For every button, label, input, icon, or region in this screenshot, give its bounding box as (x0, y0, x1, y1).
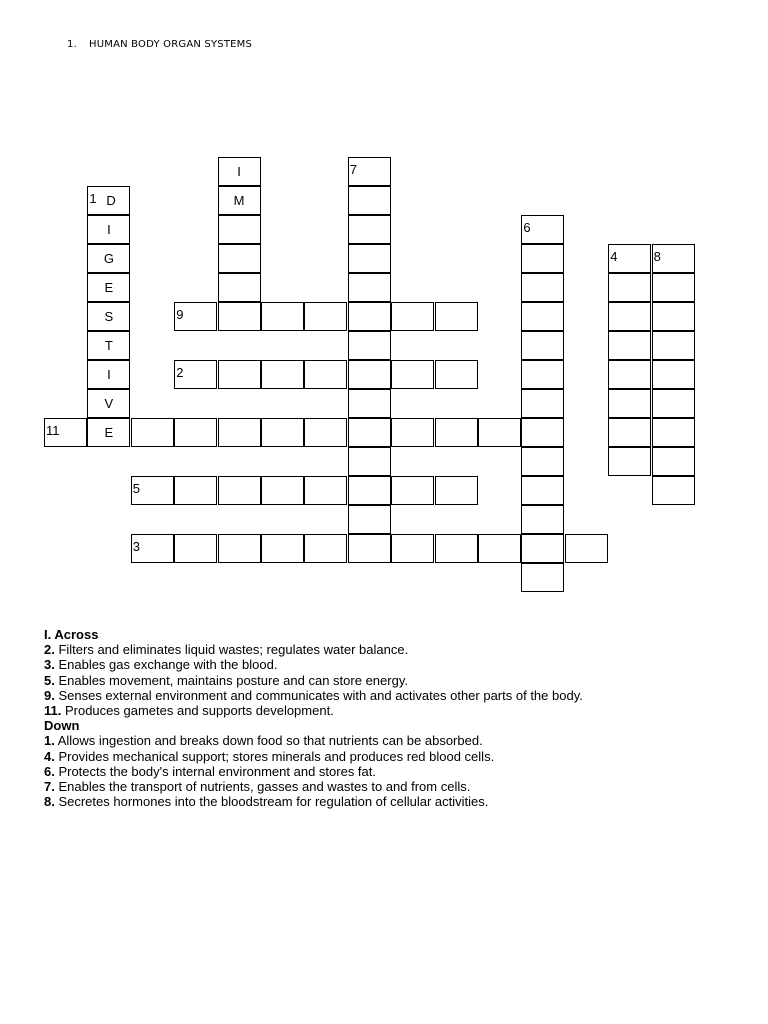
crossword-cell[interactable] (261, 476, 304, 505)
crossword-cell[interactable] (87, 215, 130, 244)
crossword-cell[interactable] (174, 418, 217, 447)
crossword-cell[interactable] (391, 418, 434, 447)
crossword-cell[interactable] (391, 360, 434, 389)
crossword-cell[interactable] (218, 476, 261, 505)
crossword-cell[interactable] (521, 331, 564, 360)
crossword-cell[interactable] (435, 534, 478, 563)
crossword-cell[interactable] (391, 534, 434, 563)
crossword-cell[interactable] (218, 244, 261, 273)
title-number: 1. (67, 39, 77, 50)
crossword-cell[interactable] (87, 273, 130, 302)
crossword-cell[interactable] (174, 534, 217, 563)
crossword-cell[interactable] (87, 302, 130, 331)
crossword-cell[interactable] (608, 244, 651, 273)
down-clue (44, 779, 744, 794)
crossword-cell[interactable] (608, 447, 651, 476)
across-heading: I. Across (44, 627, 99, 642)
clue-number: 8. (44, 794, 55, 810)
crossword-cell[interactable] (435, 418, 478, 447)
down-clue (44, 733, 744, 748)
across-clue (44, 642, 744, 657)
crossword-cell[interactable] (218, 360, 261, 389)
crossword-cell[interactable] (348, 302, 391, 331)
crossword-cell[interactable] (608, 418, 651, 447)
crossword-cell[interactable] (521, 273, 564, 302)
cell-letter: I (107, 367, 111, 382)
crossword-cell[interactable] (348, 476, 391, 505)
crossword-cell[interactable] (435, 476, 478, 505)
cell-number: 5 (132, 481, 141, 496)
crossword-cell[interactable] (174, 302, 217, 331)
clue-number: 7. (44, 779, 55, 795)
clue-number: 2. (44, 642, 55, 658)
crossword-cell[interactable] (521, 418, 564, 447)
crossword-cell[interactable] (348, 418, 391, 447)
crossword-cell[interactable] (652, 360, 695, 389)
clue-number: 11. (44, 703, 62, 719)
crossword-cell[interactable] (565, 534, 608, 563)
crossword-cell[interactable] (304, 302, 347, 331)
crossword-cell[interactable] (608, 331, 651, 360)
across-clue (44, 673, 744, 688)
cell-letter: V (104, 396, 114, 411)
crossword-cell[interactable] (478, 534, 521, 563)
crossword-cell[interactable] (521, 447, 564, 476)
cell-number: 3 (132, 539, 141, 554)
crossword-cell[interactable] (218, 534, 261, 563)
crossword-cell[interactable] (652, 302, 695, 331)
crossword-cell[interactable] (348, 360, 391, 389)
cell-number: 9 (176, 307, 184, 322)
crossword-cell[interactable] (348, 273, 391, 302)
crossword-cell[interactable] (521, 244, 564, 273)
crossword-cell[interactable] (304, 476, 347, 505)
down-clue (44, 764, 744, 779)
cell-letter: M (233, 193, 245, 208)
clue-number: 5. (44, 672, 55, 688)
clue-text: Enables movement, maintains posture and can store energy. (54, 672, 408, 688)
crossword-cell[interactable] (348, 505, 391, 534)
cell-letter: D (106, 193, 116, 208)
clue-text: Filters and eliminates liquid wastes; regulates water balance. (54, 642, 409, 658)
crossword-cell[interactable] (218, 215, 261, 244)
crossword-cell[interactable] (131, 534, 174, 563)
crossword-cell[interactable] (87, 186, 130, 215)
cell-letter: I (107, 222, 111, 237)
crossword-cell[interactable] (348, 534, 391, 563)
crossword-cell[interactable] (652, 331, 695, 360)
down-clue (44, 749, 744, 764)
crossword-cell[interactable] (652, 476, 695, 505)
clue-text: Enables gas exchange with the blood. (54, 657, 278, 673)
down-heading: Down (44, 718, 80, 734)
clue-text: Enables the transport of nutrients, gasses and wastes to and from cells. (54, 779, 471, 795)
title-text: HUMAN BODY ORGAN SYSTEMS (89, 39, 253, 50)
cell-letter: I (237, 164, 241, 179)
crossword-cell[interactable] (261, 302, 304, 331)
crossword-cell[interactable] (87, 418, 130, 447)
clue-text: Allows ingestion and breaks down food so that nutrients can be absorbed. (54, 733, 483, 749)
clue-text: Provides mechanical support; stores minerals and produces red blood cells. (54, 748, 495, 764)
crossword-cell[interactable] (261, 418, 304, 447)
crossword-cell[interactable] (521, 534, 564, 563)
crossword-cell[interactable] (87, 244, 130, 273)
crossword-cell[interactable] (348, 447, 391, 476)
crossword-cell[interactable] (521, 302, 564, 331)
crossword-cell[interactable] (87, 360, 130, 389)
crossword-cell[interactable] (304, 418, 347, 447)
cell-number: 11 (46, 423, 60, 438)
cell-number: 8 (653, 249, 661, 264)
crossword-cell[interactable] (348, 215, 391, 244)
crossword-cell[interactable] (261, 360, 304, 389)
clue-number: 9. (44, 687, 55, 703)
crossword-cell[interactable] (521, 215, 564, 244)
crossword-cell[interactable] (348, 331, 391, 360)
crossword-cell[interactable] (174, 360, 217, 389)
cell-number: 6 (523, 220, 531, 235)
crossword-cell[interactable] (521, 360, 564, 389)
crossword-cell[interactable] (608, 273, 651, 302)
clue-list (44, 627, 744, 809)
crossword-cell[interactable] (652, 273, 695, 302)
crossword-cell[interactable] (608, 360, 651, 389)
across-clue (44, 657, 744, 672)
crossword-cell[interactable] (652, 244, 695, 273)
crossword-cell[interactable] (87, 389, 130, 418)
crossword-cell[interactable] (218, 302, 261, 331)
cell-letter: E (104, 425, 114, 440)
clue-number: 6. (44, 763, 55, 779)
crossword-cell[interactable] (652, 447, 695, 476)
crossword-cell[interactable] (218, 186, 261, 215)
across-clue (44, 688, 744, 703)
crossword-cell[interactable] (174, 476, 217, 505)
clue-number: 4. (44, 748, 55, 764)
cell-letter: T (104, 338, 113, 353)
crossword-cell[interactable] (218, 418, 261, 447)
cell-letter: G (103, 251, 114, 266)
crossword-cell[interactable] (521, 505, 564, 534)
crossword-cell[interactable] (304, 534, 347, 563)
crossword-cell[interactable] (391, 302, 434, 331)
crossword-cell[interactable] (218, 273, 261, 302)
crossword-cell[interactable] (131, 418, 174, 447)
clue-number: 1. (44, 733, 55, 749)
crossword-cell[interactable] (652, 389, 695, 418)
crossword-cell[interactable] (391, 476, 434, 505)
crossword-cell[interactable] (521, 389, 564, 418)
clue-text: Protects the body's internal environment and stores fat. (54, 763, 376, 779)
crossword-cell[interactable] (87, 331, 130, 360)
cell-number: 7 (349, 162, 358, 177)
across-clue (44, 703, 744, 718)
crossword-cell[interactable] (348, 157, 391, 186)
clue-text: Produces gametes and supports development. (61, 703, 334, 719)
crossword-cell[interactable] (348, 389, 391, 418)
crossword-cell[interactable] (435, 360, 478, 389)
crossword-cell[interactable] (348, 244, 391, 273)
down-clue (44, 794, 744, 809)
crossword-cell[interactable] (521, 563, 564, 592)
crossword-cell[interactable] (608, 302, 651, 331)
crossword-cell[interactable] (348, 186, 391, 215)
cell-letter: S (104, 309, 114, 324)
cell-number: 1 (89, 191, 97, 206)
cell-number: 2 (176, 365, 184, 380)
crossword-cell[interactable] (131, 476, 174, 505)
crossword-cell[interactable] (218, 157, 261, 186)
crossword-cell[interactable] (521, 476, 564, 505)
clue-text: Senses external environment and communicates with and activates other parts of the body. (54, 687, 583, 703)
crossword-cell[interactable] (478, 418, 521, 447)
crossword-cell[interactable] (652, 418, 695, 447)
clue-number: 3. (44, 657, 55, 673)
crossword-cell[interactable] (304, 360, 347, 389)
crossword-cell[interactable] (435, 302, 478, 331)
crossword-cell[interactable] (608, 389, 651, 418)
crossword-cell[interactable] (44, 418, 87, 447)
cell-number: 4 (610, 249, 618, 264)
cell-letter: E (104, 280, 114, 295)
clue-text: Secretes hormones into the bloodstream for regulation of cellular activities. (54, 794, 489, 810)
crossword-cell[interactable] (261, 534, 304, 563)
